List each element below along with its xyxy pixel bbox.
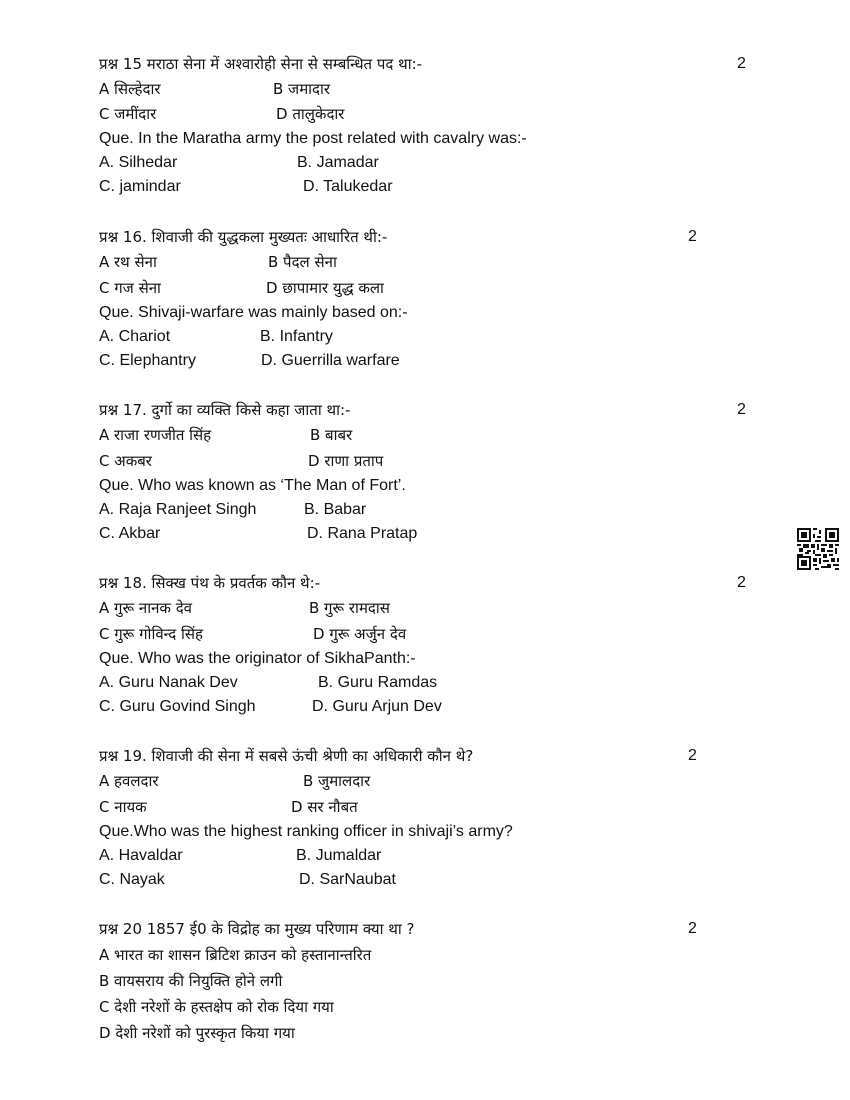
question-hindi: प्रश्न 16. शिवाजी की युद्धकला मुख्यतः आधारित थी:- xyxy=(99,228,388,246)
option-english-c: C. Akbar xyxy=(99,525,161,542)
option-hindi-a: A राजा रणजीत सिंह xyxy=(99,426,212,444)
option-hindi-c: C नायक xyxy=(99,798,147,816)
option-hindi-c: C अकबर xyxy=(99,452,152,470)
question-english: Que. In the Maratha army the post related with cavalry was:- xyxy=(99,130,527,147)
option-english-a: A. Raja Ranjeet Singh xyxy=(99,501,257,518)
marks: 2 xyxy=(737,55,746,72)
option-hindi-d: D छापामार युद्ध कला xyxy=(266,279,384,297)
option-hindi-b: B वायसराय की नियुक्ति होने लगी xyxy=(99,972,283,990)
option-english-c: C. Elephantry xyxy=(99,352,196,369)
question-english: Que. Shivaji-warfare was mainly based on:- xyxy=(99,304,408,321)
option-english-d: D. Guerrilla warfare xyxy=(261,352,400,369)
option-hindi-d: D राणा प्रताप xyxy=(308,452,384,470)
option-english-c: C. Nayak xyxy=(99,871,165,888)
option-hindi-b: B गुरू रामदास xyxy=(309,599,390,617)
option-hindi-d: D देशी नरेशों को पुरस्कृत किया गया xyxy=(99,1024,295,1042)
option-english-a: A. Silhedar xyxy=(99,154,178,171)
marks: 2 xyxy=(688,228,697,245)
option-english-a: A. Havaldar xyxy=(99,847,183,864)
marks: 2 xyxy=(688,747,697,764)
option-hindi-b: B जमादार xyxy=(273,80,331,98)
option-hindi-c: C जमींदार xyxy=(99,105,157,123)
question-english: Que. Who was the originator of SikhaPanth:- xyxy=(99,650,416,667)
option-hindi-c: C देशी नरेशों के हस्तक्षेप को रोक दिया गया xyxy=(99,998,334,1016)
option-hindi-d: D गुरू अर्जुन देव xyxy=(313,625,407,643)
question-hindi: प्रश्न 17. दुर्गो का व्यक्ति किसे कहा जाता था:- xyxy=(99,401,351,419)
option-english-d: D. Talukedar xyxy=(303,178,393,195)
option-english-c: C. Guru Govind Singh xyxy=(99,698,256,715)
option-hindi-b: B पैदल सेना xyxy=(268,253,337,271)
question-hindi: प्रश्न 19. शिवाजी की सेना में सबसे ऊंची श्रेणी का अधिकारी कौन थे? xyxy=(99,747,474,765)
option-english-b: B. Jumaldar xyxy=(296,847,382,864)
option-hindi-a: A हवलदार xyxy=(99,772,159,790)
option-english-a: A. Chariot xyxy=(99,328,171,345)
option-english-b: B. Jamadar xyxy=(297,154,379,171)
option-hindi-a: A रथ सेना xyxy=(99,253,157,271)
option-hindi-b: B बाबर xyxy=(310,426,353,444)
question-hindi: प्रश्न 18. सिक्ख पंथ के प्रवर्तक कौन थे:- xyxy=(99,574,321,592)
option-english-a: A. Guru Nanak Dev xyxy=(99,674,238,691)
option-hindi-c: C गुरू गोविन्द सिंह xyxy=(99,625,204,643)
option-hindi-a: A गुरू नानक देव xyxy=(99,599,193,617)
option-hindi-b: B जुमालदार xyxy=(303,772,371,790)
marks: 2 xyxy=(737,401,746,418)
option-english-d: D. SarNaubat xyxy=(299,871,396,888)
question-hindi: प्रश्न 15 मराठा सेना में अश्वारोही सेना से सम्बन्धित पद था:- xyxy=(99,55,423,73)
option-english-b: B. Infantry xyxy=(260,328,333,345)
option-hindi-d: D सर नौबत xyxy=(291,798,358,816)
option-hindi-a: A सिल्हेदार xyxy=(99,80,161,98)
question-english: Que. Who was known as ‘The Man of Fort’. xyxy=(99,477,406,494)
question-hindi: प्रश्न 20 1857 ई0 के विद्रोह का मुख्य परिणाम क्या था ? xyxy=(99,920,415,938)
question-english: Que.Who was the highest ranking officer in shivaji’s army? xyxy=(99,823,513,840)
qr-code-icon xyxy=(797,528,839,570)
option-english-d: D. Guru Arjun Dev xyxy=(312,698,442,715)
option-english-d: D. Rana Pratap xyxy=(307,525,418,542)
option-hindi-d: D तालुकेदार xyxy=(276,105,345,123)
option-english-c: C. jamindar xyxy=(99,178,181,195)
marks: 2 xyxy=(688,920,697,937)
option-english-b: B. Guru Ramdas xyxy=(318,674,438,691)
option-english-b: B. Babar xyxy=(304,501,367,518)
option-hindi-c: C गज सेना xyxy=(99,279,161,297)
option-hindi-a: A भारत का शासन ब्रिटिश क्राउन को हस्तानान्तरित xyxy=(99,946,372,964)
marks: 2 xyxy=(737,574,746,591)
